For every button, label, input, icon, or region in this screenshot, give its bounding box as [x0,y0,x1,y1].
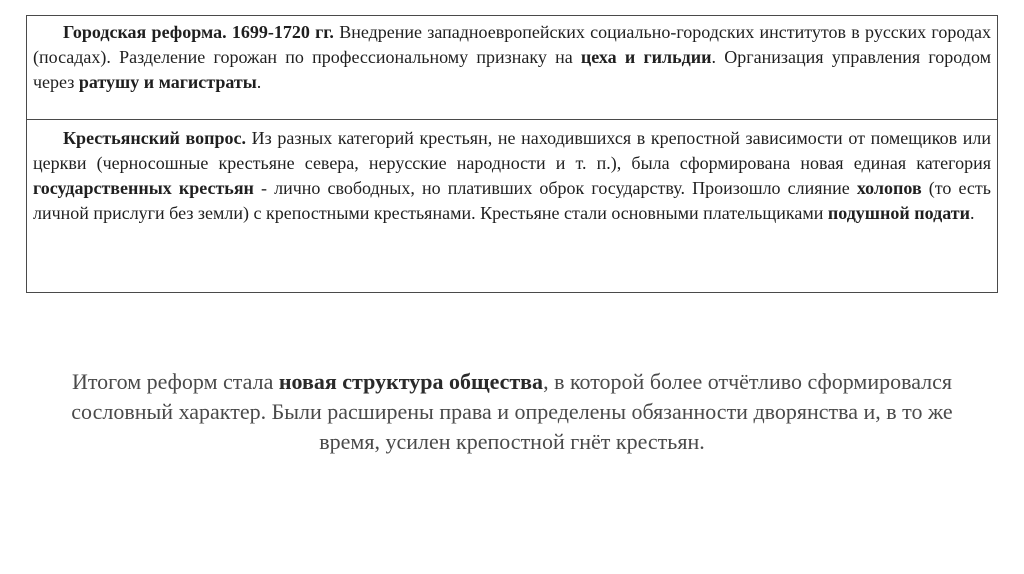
peasant-question-text-3: (то есть личной прислуги без земли) с крепостными крестьянами. Крестьяне стали основными плательщиками [33,178,991,223]
summary-text-2: , в которой более отчётливо сформировался сословный характер. Были расширены права и определены обязанности дворянства и, в то же время, усилен крепостной гнёт крестьян. [71,369,953,454]
peasant-question-poll-tax: подушной подати [827,203,970,223]
urban-reform-text-1: Внедрение западноевропейских социально-городских институтов в русских городах (посадах). Разделение горожан по профессиональному признаку на [33,22,991,67]
peasant-question-state-peasants: государственных крестьян [33,178,254,198]
urban-reform-magistrates: ратушу и магистраты [78,72,257,92]
urban-reform-cell [27,16,997,120]
peasant-question-cell [27,120,997,292]
summary-text-1: Итогом реформ стала [71,369,279,394]
summary-new-structure: новая структура общества [278,369,544,394]
peasant-question-text-1: Из разных категорий крестьян, не находившихся в крепостной зависимости от помещиков или церкви (черносошные крестьяне севера, нерусские народности и т. п.), была сформирована новая единая категория [33,128,991,173]
peasant-question-text-4: . [969,203,975,223]
urban-reform-text-2: . Организация управления городом через [33,47,991,92]
reforms-table [26,15,998,293]
peasant-question-serfs: холопов [856,178,922,198]
peasant-question-title: Крестьянский вопрос. [63,128,246,148]
peasant-question-text-2: - лично свободных, но плативших оброк государству. Произошло слияние [253,178,857,198]
summary-paragraph [60,367,964,457]
urban-reform-guilds: цеха и гильдии [580,47,712,67]
urban-reform-title: Городская реформа. 1699-1720 гг. [63,22,334,42]
urban-reform-text-3: . [256,72,262,92]
